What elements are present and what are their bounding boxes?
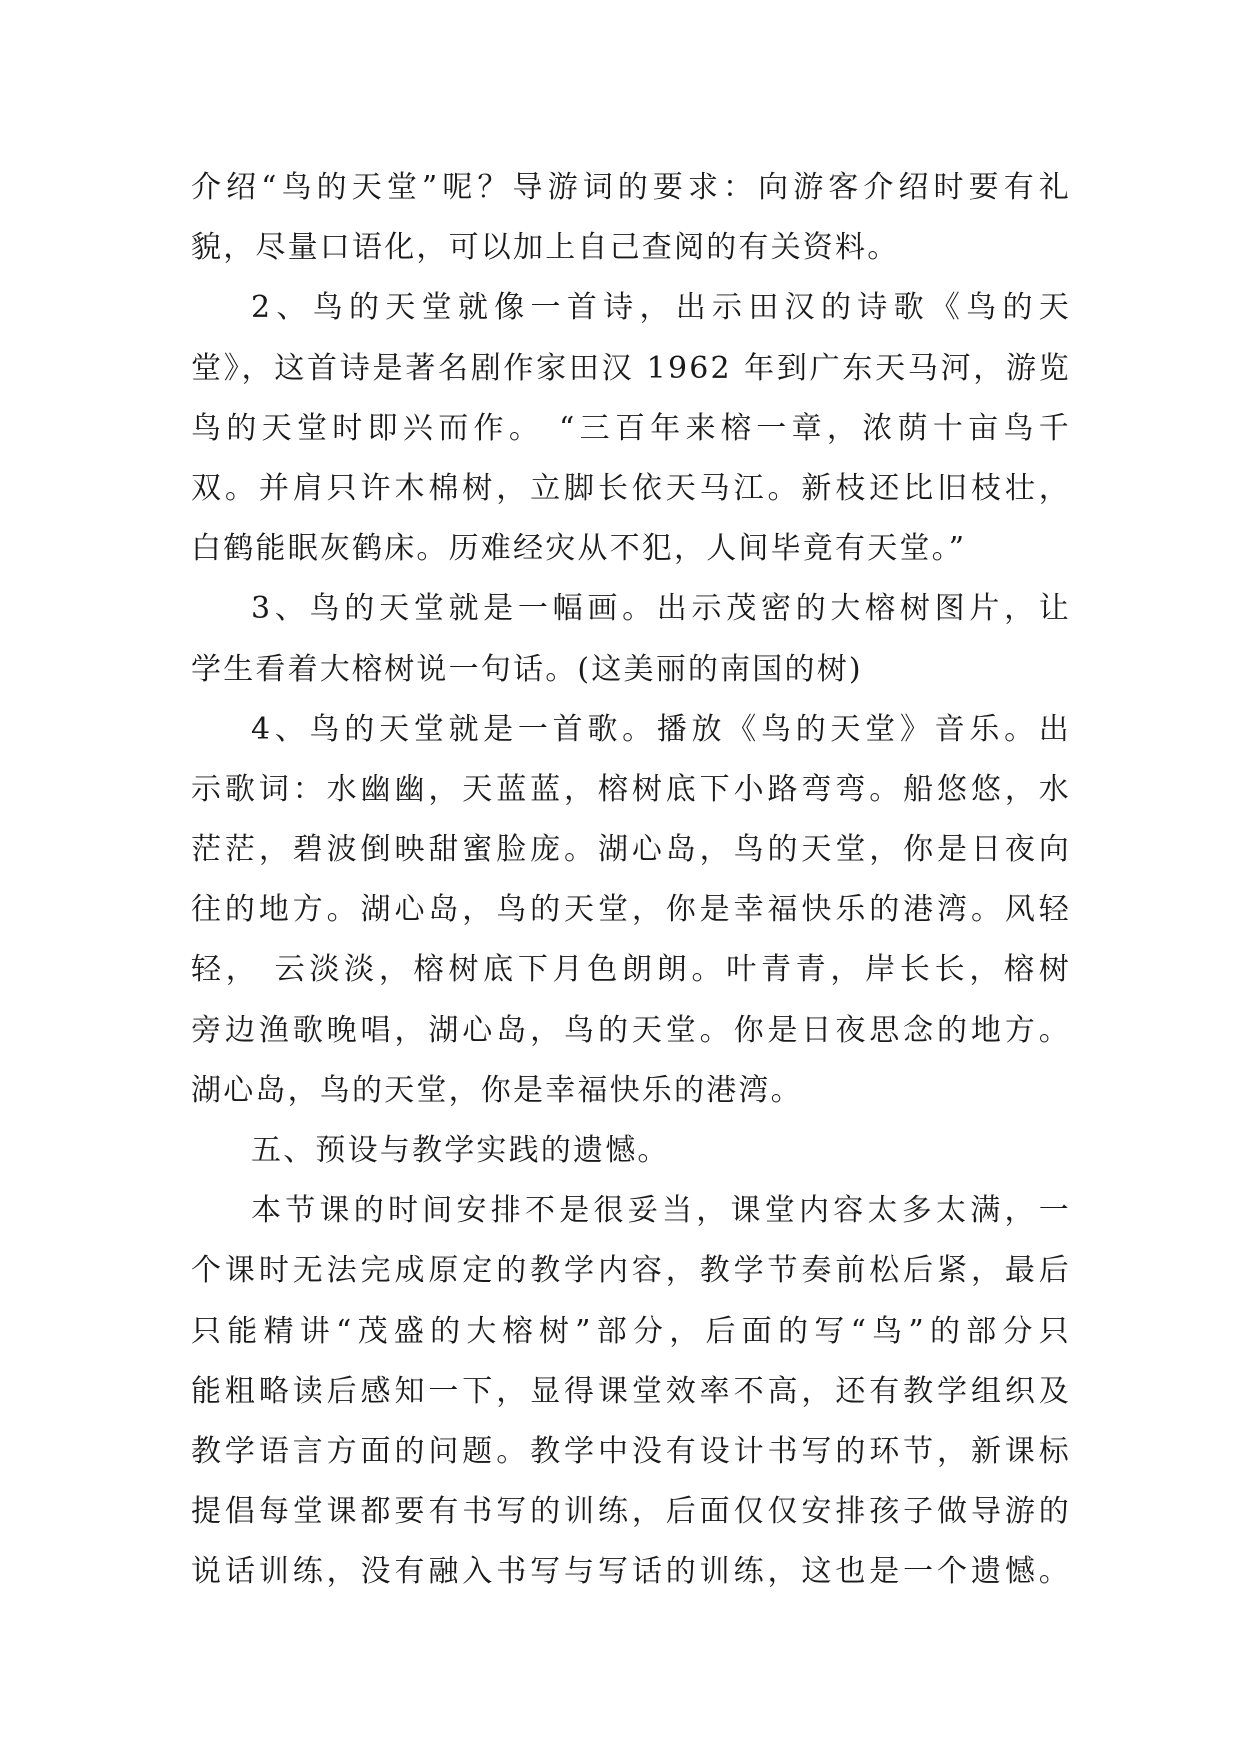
text-line: 个课时无法完成原定的教学内容，教学节奏前松后紧，最后 xyxy=(191,1253,1071,1289)
paragraph-p3 xyxy=(191,579,1071,699)
body-text xyxy=(191,158,1071,1603)
text-line: 湖心岛，鸟的天堂，你是幸福快乐的港湾。 xyxy=(191,1072,803,1108)
paragraph-p4 xyxy=(191,700,1071,1121)
text-line: 往的地方。湖心岛，鸟的天堂，你是幸福快乐的港湾。风轻 xyxy=(191,892,1071,928)
text-line: 双。并肩只许木棉树，立脚长依天马江。新枝还比旧枝壮， xyxy=(191,470,1071,506)
text-line: 本节课的时间安排不是很妥当，课堂内容太多太满，一 xyxy=(251,1193,1071,1229)
text-line: 学生看着大榕树说一句话。(这美丽的南国的树) xyxy=(191,651,863,687)
paragraph-p5 xyxy=(191,1121,1071,1181)
text-line: 介绍“鸟的天堂”呢？导游词的要求：向游客介绍时要有礼 xyxy=(191,170,1071,205)
text-line: 只能精讲“茂盛的大榕树”部分，后面的写“鸟”的部分只 xyxy=(191,1313,1071,1349)
text-line: 旁边渔歌晚唱，湖心岛，鸟的天堂。你是日夜思念的地方。 xyxy=(191,1012,1071,1048)
paragraph-p1 xyxy=(191,158,1071,278)
text-line: 貌，尽量口语化，可以加上自己查阅的有关资料。 xyxy=(191,230,900,266)
text-line: 4、鸟的天堂就是一首歌。播放《鸟的天堂》音乐。出 xyxy=(251,711,1071,747)
text-line: 说话训练，没有融入书写与写话的训练，这也是一个遗憾。 xyxy=(191,1554,1071,1590)
text-line: 2、鸟的天堂就像一首诗，出示田汉的诗歌《鸟的天 xyxy=(251,290,1071,326)
text-line: 堂》，这首诗是著名剧作家田汉 1962 年到广东天马河，游览 xyxy=(191,350,1071,386)
text-line: 白鹤能眠灰鹤床。历难经灾从不犯，人间毕竟有天堂。” xyxy=(191,531,967,567)
text-line: 鸟的天堂时即兴而作。 “三百年来榕一章，浓荫十亩鸟千 xyxy=(191,410,1071,446)
text-line: 3、鸟的天堂就是一幅画。出示茂密的大榕树图片，让 xyxy=(251,591,1071,627)
text-line: 示歌词：水幽幽，天蓝蓝，榕树底下小路弯弯。船悠悠，水 xyxy=(191,771,1071,807)
text-line: 能粗略读后感知一下，显得课堂效率不高，还有教学组织及 xyxy=(191,1373,1071,1409)
paragraph-p2 xyxy=(191,278,1071,579)
text-line: 教学语言方面的问题。教学中没有设计书写的环节，新课标 xyxy=(191,1433,1071,1469)
text-line: 轻， 云淡淡，榕树底下月色朗朗。叶青青，岸长长，榕树 xyxy=(191,952,1071,988)
text-line: 茫茫，碧波倒映甜蜜脸庞。湖心岛，鸟的天堂，你是日夜向 xyxy=(191,832,1071,868)
text-line: 提倡每堂课都要有书写的训练，后面仅仅安排孩子做导游的 xyxy=(191,1494,1071,1530)
paragraph-p6 xyxy=(191,1181,1071,1602)
text-line: 五、预设与教学实践的遗憾。 xyxy=(251,1133,670,1168)
